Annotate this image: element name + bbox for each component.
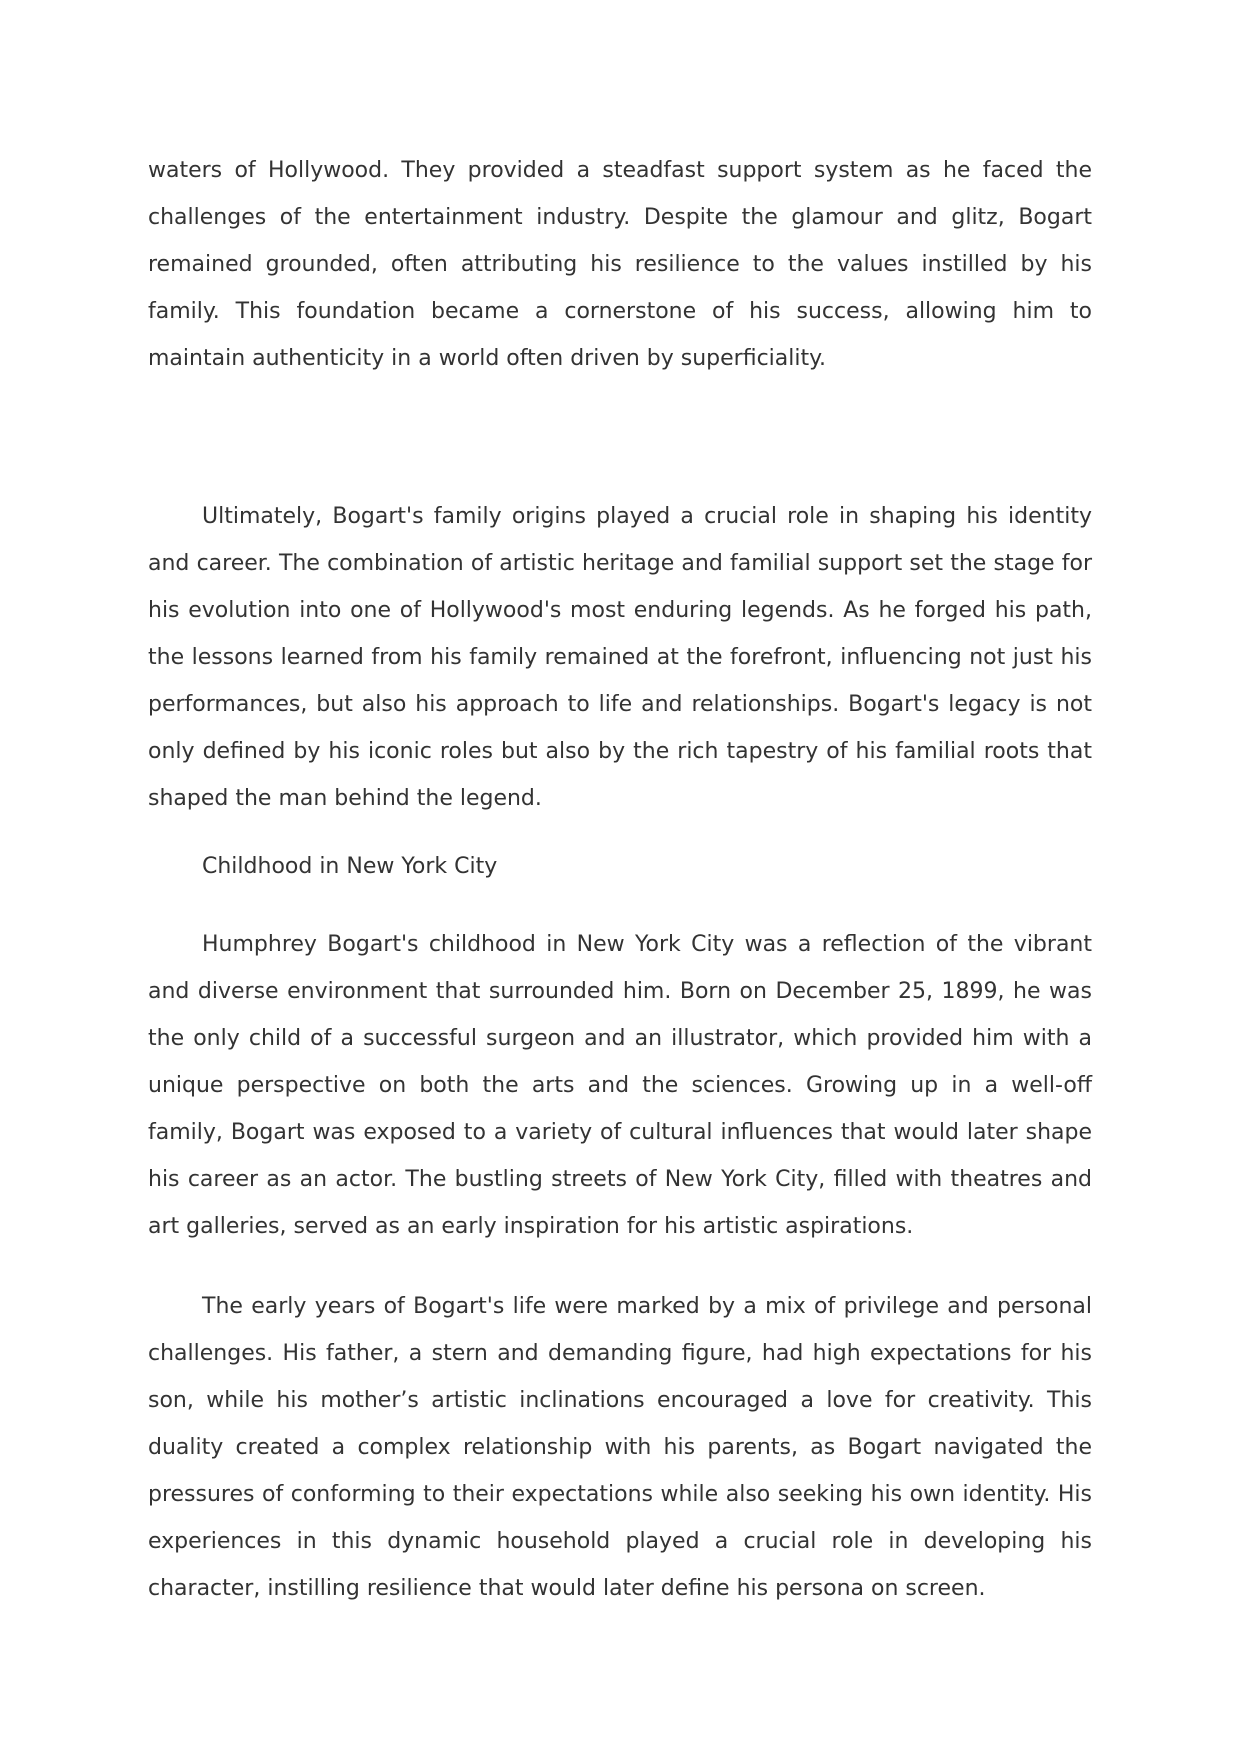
paragraph-childhood: Humphrey Bogart's childhood in New York City was a reflection of the vibrant and diverse environment that surrounded him. Born on December 25, 1899, he was the only child of a successful surgeon and an illustrator, which provided him with a unique perspective on both the arts and the sciences. Growing up in a well-off family, Bogart was exposed to a variety of cultural influences that would later shape his career as an actor. The bustling streets of New York City, filled with theatres and art galleries, served as an early inspiration for his artistic aspirations. (148, 932, 1092, 1239)
paragraph-early-years: The early years of Bogart's life were marked by a mix of privilege and personal challenges. His father, a stern and demanding figure, had high expectations for his son, while his mother’s artistic inclinations encouraged a love for creativity. This duality created a complex relationship with his parents, as Bogart navigated the pressures of conforming to their expectations while also seeking his own identity. His experiences in this dynamic household played a crucial role in developing his character, instilling resilience that would later define his persona on screen. (148, 1294, 1092, 1601)
section-heading: Childhood in New York City (202, 854, 498, 879)
paragraph-ultimately: Ultimately, Bogart's family origins played a crucial role in shaping his identity and career. The combination of artistic heritage and familial support set the stage for his evolution into one of Hollywood's most enduring legends. As he forged his path, the lessons learned from his family remained at the forefront, influencing not just his performances, but also his approach to life and relationships. Bogart's legacy is not only defined by his iconic roles but also by the rich tapestry of his familial roots that shaped the man behind the legend. (148, 504, 1092, 811)
paragraph-continuation: waters of Hollywood. They provided a steadfast support system as he faced the challenges of the entertainment industry. Despite the glamour and glitz, Bogart remained grounded, often attributing his resilience to the values instilled by his family. This foundation became a cornerstone of his success, allowing him to maintain authenticity in a world often driven by superficiality. (148, 158, 1092, 371)
